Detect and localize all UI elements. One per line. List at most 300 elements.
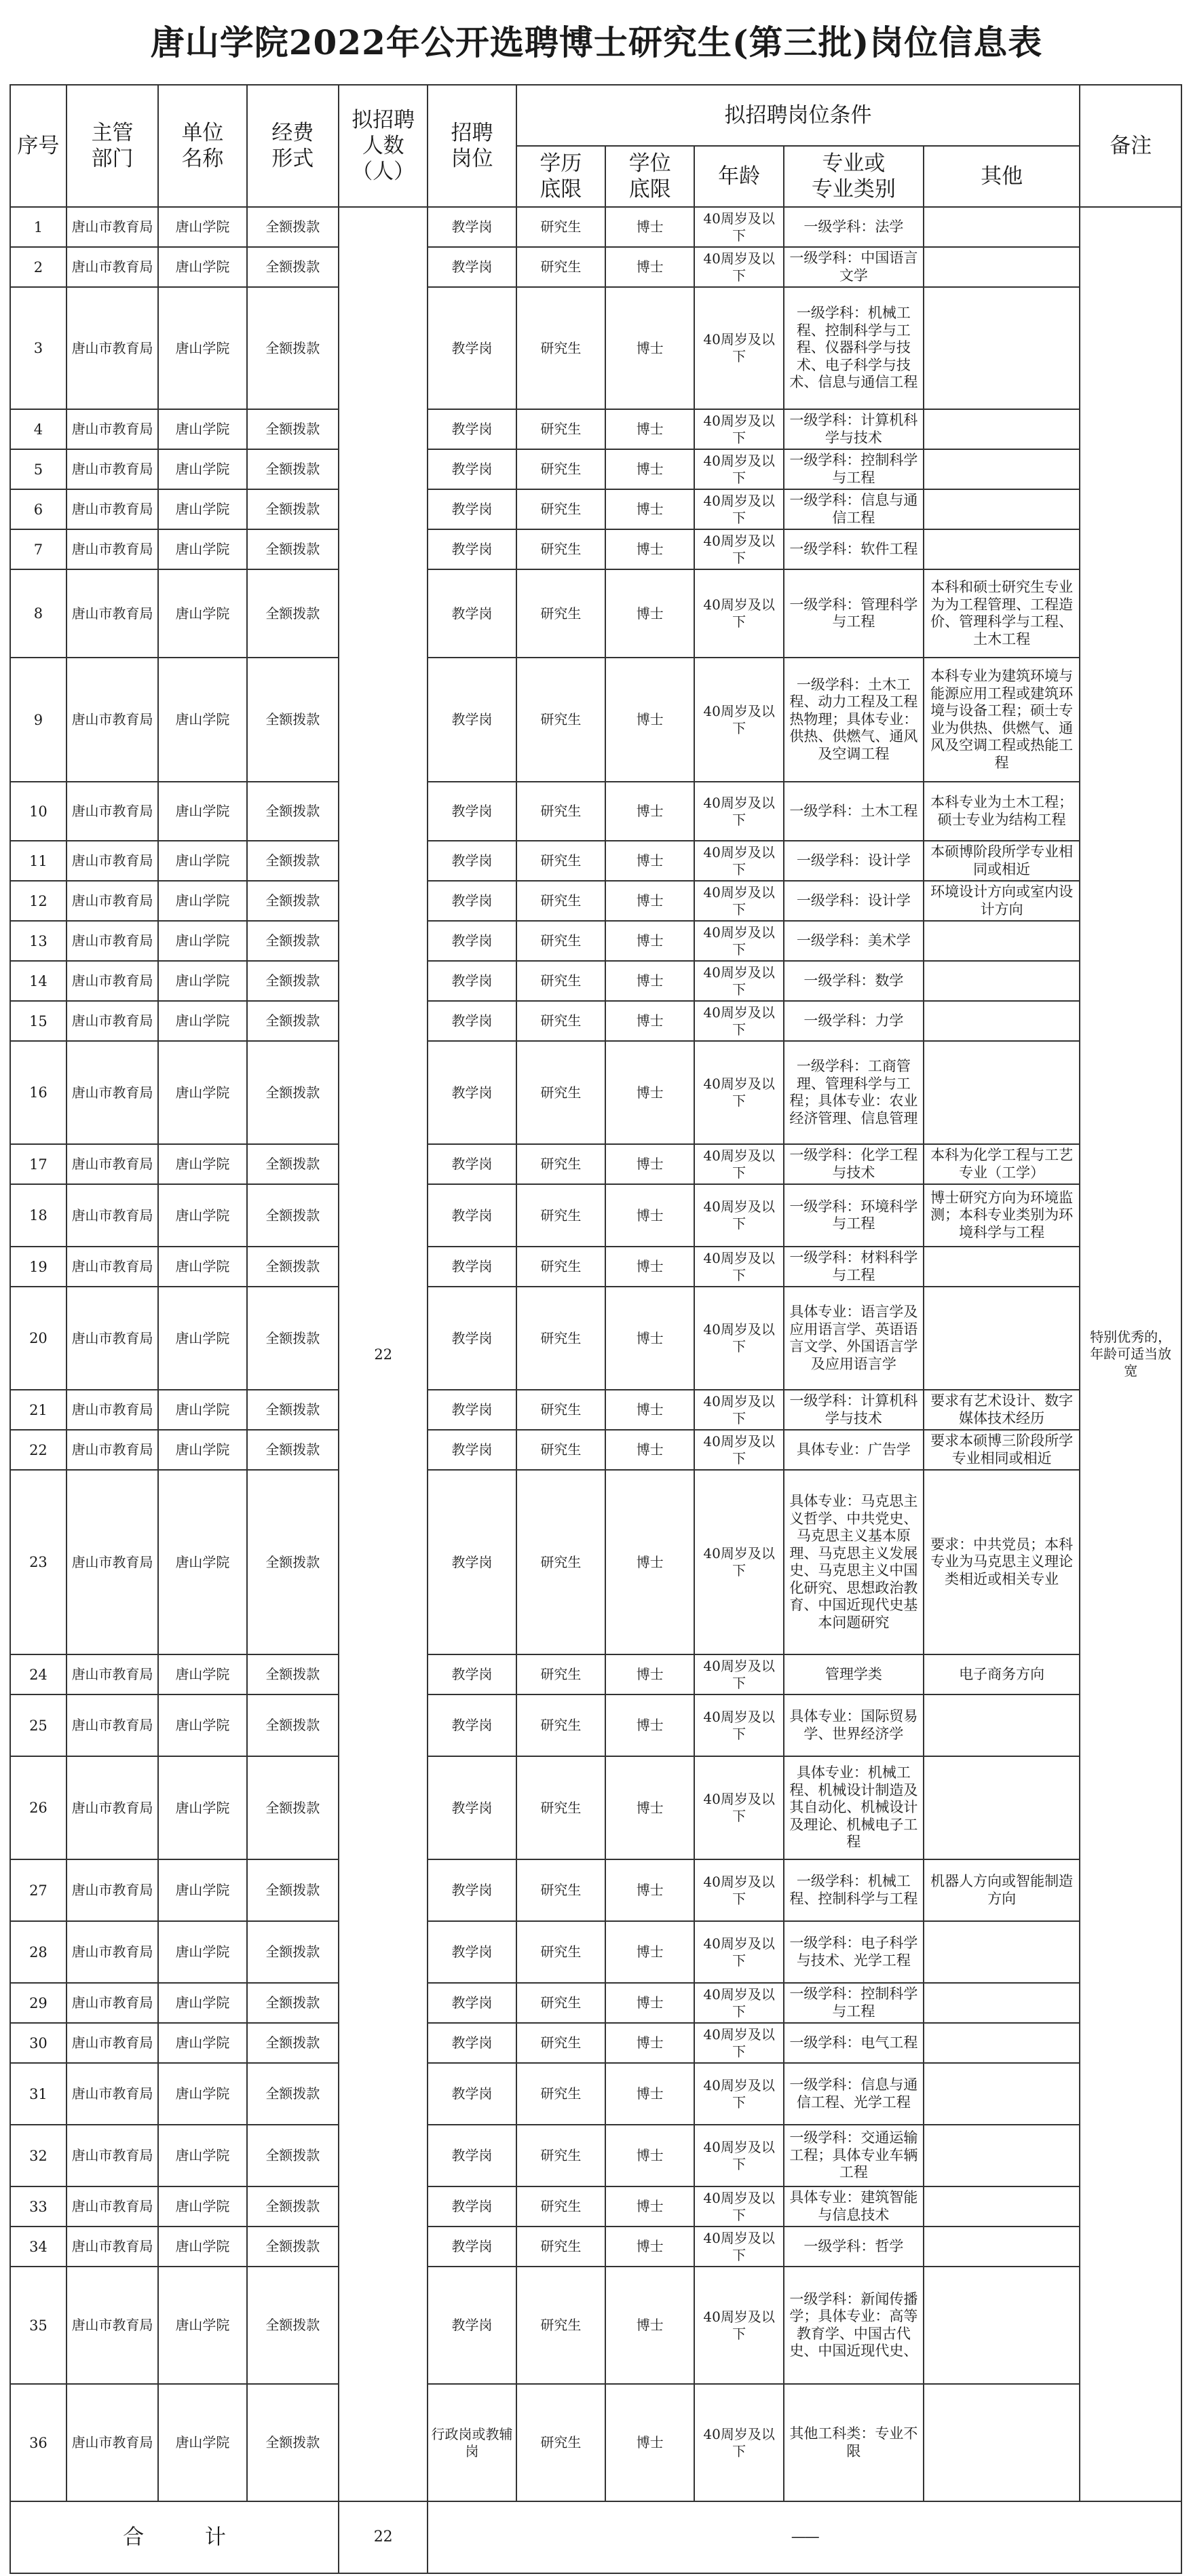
cell-fund: 全额拨款: [247, 841, 339, 881]
cell-age: 40周岁及以下: [694, 1983, 783, 2023]
cell-post: 教学岗: [428, 2125, 516, 2186]
header-conditions: 拟招聘岗位条件: [516, 85, 1080, 146]
cell-other: 本硕博阶段所学专业相同或相近: [924, 841, 1080, 881]
cell-seq: 13: [10, 921, 67, 961]
cell-major: 一级学科：软件工程: [784, 529, 924, 569]
cell-degree: 博士: [605, 2063, 694, 2125]
table-row: [10, 658, 1181, 782]
cell-dept: 唐山市教育局: [67, 449, 158, 489]
cell-edu: 研究生: [516, 1247, 605, 1287]
cell-degree: 博士: [605, 529, 694, 569]
cell-other: 要求本硕博三阶段所学专业相同或相近: [924, 1430, 1080, 1470]
cell-age: 40周岁及以下: [694, 489, 783, 529]
cell-dept: 唐山市教育局: [67, 569, 158, 658]
cell-fund: 全额拨款: [247, 1184, 339, 1247]
cell-degree: 博士: [605, 1001, 694, 1041]
cell-dept: 唐山市教育局: [67, 881, 158, 921]
cell-fund: 全额拨款: [247, 1654, 339, 1694]
cell-major: 一级学科：信息与通信工程: [784, 489, 924, 529]
cell-major: 一级学科：中国语言文学: [784, 247, 924, 287]
cell-unit: 唐山学院: [158, 247, 246, 287]
cell-seq: 22: [10, 1430, 67, 1470]
cell-other: [924, 2023, 1080, 2063]
cell-age: 40周岁及以下: [694, 2125, 783, 2186]
cell-degree: 博士: [605, 1921, 694, 1983]
table-row: [10, 1287, 1181, 1390]
cell-degree: 博士: [605, 2384, 694, 2501]
cell-unit: 唐山学院: [158, 1470, 246, 1654]
cell-unit: 唐山学院: [158, 2063, 246, 2125]
cell-dept: 唐山市教育局: [67, 2384, 158, 2501]
cell-unit: 唐山学院: [158, 1859, 246, 1921]
cell-seq: 1: [10, 207, 67, 247]
cell-edu: 研究生: [516, 2227, 605, 2267]
cell-fund: 全额拨款: [247, 1287, 339, 1390]
cell-unit: 唐山学院: [158, 409, 246, 449]
cell-other: 本科专业为土木工程；硕士专业为结构工程: [924, 782, 1080, 841]
table-row: [10, 409, 1181, 449]
cell-dept: 唐山市教育局: [67, 2125, 158, 2186]
cell-unit: 唐山学院: [158, 2125, 246, 2186]
table-row: [10, 2125, 1181, 2186]
cell-fund: 全额拨款: [247, 529, 339, 569]
cell-seq: 30: [10, 2023, 67, 2063]
cell-major: 一级学科：信息与通信工程、光学工程: [784, 2063, 924, 2125]
cell-edu: 研究生: [516, 1041, 605, 1144]
cell-age: 40周岁及以下: [694, 2384, 783, 2501]
cell-major: 具体专业：语言学及应用语言学、英语语言文学、外国语言学及应用语言学: [784, 1287, 924, 1390]
cell-edu: 研究生: [516, 921, 605, 961]
cell-other: [924, 2063, 1080, 2125]
cell-other: 环境设计方向或室内设计方向: [924, 881, 1080, 921]
cell-fund: 全额拨款: [247, 1390, 339, 1430]
cell-dept: 唐山市教育局: [67, 1756, 158, 1859]
cell-edu: 研究生: [516, 207, 605, 247]
cell-major: 具体专业：马克思主义哲学、中共党史、马克思主义基本原理、马克思主义发展史、马克思主义中国化研究、思想政治教育、中国近现代史基本问题研究: [784, 1470, 924, 1654]
table-row: [10, 782, 1181, 841]
cell-other: [924, 1247, 1080, 1287]
cell-post: 教学岗: [428, 881, 516, 921]
cell-dept: 唐山市教育局: [67, 247, 158, 287]
cell-degree: 博士: [605, 1859, 694, 1921]
cell-fund: 全额拨款: [247, 881, 339, 921]
cell-other: 电子商务方向: [924, 1654, 1080, 1694]
cell-unit: 唐山学院: [158, 1184, 246, 1247]
cell-edu: 研究生: [516, 2125, 605, 2186]
cell-dept: 唐山市教育局: [67, 1859, 158, 1921]
cell-dept: 唐山市教育局: [67, 1184, 158, 1247]
cell-major: 管理学类: [784, 1654, 924, 1694]
cell-dept: 唐山市教育局: [67, 489, 158, 529]
cell-dept: 唐山市教育局: [67, 1921, 158, 1983]
cell-edu: 研究生: [516, 2384, 605, 2501]
cell-fund: 全额拨款: [247, 1694, 339, 1756]
cell-age: 40周岁及以下: [694, 569, 783, 658]
cell-unit: 唐山学院: [158, 782, 246, 841]
cell-degree: 博士: [605, 881, 694, 921]
cell-degree: 博士: [605, 2186, 694, 2227]
cell-num-merged: 22: [339, 207, 428, 2501]
cell-fund: 全额拨款: [247, 207, 339, 247]
cell-unit: 唐山学院: [158, 1144, 246, 1184]
cell-post: 教学岗: [428, 2186, 516, 2227]
cell-major: 一级学科：交通运输工程；具体专业车辆工程: [784, 2125, 924, 2186]
cell-age: 40周岁及以下: [694, 1756, 783, 1859]
table-body: [10, 207, 1181, 2501]
cell-unit: 唐山学院: [158, 2267, 246, 2384]
cell-post: 教学岗: [428, 569, 516, 658]
table-row: [10, 1144, 1181, 1184]
cell-seq: 29: [10, 1983, 67, 2023]
cell-seq: 10: [10, 782, 67, 841]
cell-seq: 25: [10, 1694, 67, 1756]
cell-remark-merged: 特别优秀的，年龄可适当放宽: [1080, 207, 1181, 2501]
cell-age: 40周岁及以下: [694, 1247, 783, 1287]
cell-degree: 博士: [605, 489, 694, 529]
cell-dept: 唐山市教育局: [67, 2063, 158, 2125]
cell-other: [924, 2384, 1080, 2501]
table-row: [10, 1041, 1181, 1144]
cell-unit: 唐山学院: [158, 658, 246, 782]
cell-fund: 全额拨款: [247, 921, 339, 961]
cell-dept: 唐山市教育局: [67, 1287, 158, 1390]
cell-post: 教学岗: [428, 409, 516, 449]
cell-other: [924, 529, 1080, 569]
table-row: [10, 2384, 1181, 2501]
cell-edu: 研究生: [516, 1430, 605, 1470]
cell-fund: 全额拨款: [247, 2227, 339, 2267]
cell-dept: 唐山市教育局: [67, 1001, 158, 1041]
table-row: [10, 2023, 1181, 2063]
cell-major: 一级学科：新闻传播学；具体专业：高等教育学、中国古代史、中国近现代史、: [784, 2267, 924, 2384]
cell-age: 40周岁及以下: [694, 782, 783, 841]
cell-degree: 博士: [605, 247, 694, 287]
cell-edu: 研究生: [516, 1144, 605, 1184]
cell-unit: 唐山学院: [158, 2384, 246, 2501]
cell-seq: 34: [10, 2227, 67, 2267]
cell-seq: 6: [10, 489, 67, 529]
cell-degree: 博士: [605, 921, 694, 961]
table-row: [10, 2063, 1181, 2125]
cell-post: 教学岗: [428, 1247, 516, 1287]
cell-degree: 博士: [605, 287, 694, 409]
cell-degree: 博士: [605, 2023, 694, 2063]
cell-major: 一级学科：力学: [784, 1001, 924, 1041]
cell-edu: 研究生: [516, 569, 605, 658]
cell-major: 具体专业：广告学: [784, 1430, 924, 1470]
cell-degree: 博士: [605, 1184, 694, 1247]
cell-unit: 唐山学院: [158, 1983, 246, 2023]
cell-major: 具体专业：国际贸易学、世界经济学: [784, 1694, 924, 1756]
cell-other: [924, 2267, 1080, 2384]
cell-unit: 唐山学院: [158, 529, 246, 569]
cell-post: 教学岗: [428, 2063, 516, 2125]
cell-edu: 研究生: [516, 1694, 605, 1756]
cell-seq: 27: [10, 1859, 67, 1921]
cell-major: 一级学科：哲学: [784, 2227, 924, 2267]
cell-post: 教学岗: [428, 1430, 516, 1470]
table-row: [10, 2186, 1181, 2227]
cell-seq: 9: [10, 658, 67, 782]
table-row: [10, 207, 1181, 247]
cell-post: 教学岗: [428, 287, 516, 409]
cell-post: 教学岗: [428, 1654, 516, 1694]
cell-fund: 全额拨款: [247, 1430, 339, 1470]
cell-degree: 博士: [605, 1983, 694, 2023]
cell-seq: 21: [10, 1390, 67, 1430]
cell-fund: 全额拨款: [247, 2384, 339, 2501]
table-row: [10, 1184, 1181, 1247]
cell-seq: 3: [10, 287, 67, 409]
cell-major: 一级学科：法学: [784, 207, 924, 247]
cell-fund: 全额拨款: [247, 782, 339, 841]
cell-other: [924, 2125, 1080, 2186]
cell-major: 一级学科：土木工程、动力工程及工程热物理；具体专业：供热、供燃气、通风及空调工程: [784, 658, 924, 782]
cell-age: 40周岁及以下: [694, 287, 783, 409]
header-age: 年龄: [694, 146, 783, 207]
cell-edu: 研究生: [516, 1470, 605, 1654]
cell-degree: 博士: [605, 207, 694, 247]
cell-other: [924, 1041, 1080, 1144]
cell-fund: 全额拨款: [247, 1144, 339, 1184]
cell-seq: 4: [10, 409, 67, 449]
cell-age: 40周岁及以下: [694, 1041, 783, 1144]
cell-major: 一级学科：计算机科学与技术: [784, 409, 924, 449]
cell-edu: 研究生: [516, 1654, 605, 1694]
cell-fund: 全额拨款: [247, 2023, 339, 2063]
cell-post: 教学岗: [428, 1001, 516, 1041]
cell-fund: 全额拨款: [247, 569, 339, 658]
cell-dept: 唐山市教育局: [67, 1144, 158, 1184]
cell-post: 教学岗: [428, 2023, 516, 2063]
cell-post: 教学岗: [428, 207, 516, 247]
cell-age: 40周岁及以下: [694, 1859, 783, 1921]
cell-unit: 唐山学院: [158, 1390, 246, 1430]
cell-unit: 唐山学院: [158, 921, 246, 961]
table-row: [10, 489, 1181, 529]
cell-major: 具体专业：机械工程、机械设计制造及其自动化、机械设计及理论、机械电子工程: [784, 1756, 924, 1859]
cell-dept: 唐山市教育局: [67, 1430, 158, 1470]
cell-unit: 唐山学院: [158, 961, 246, 1001]
cell-edu: 研究生: [516, 2023, 605, 2063]
cell-dept: 唐山市教育局: [67, 2023, 158, 2063]
cell-edu: 研究生: [516, 1390, 605, 1430]
cell-seq: 12: [10, 881, 67, 921]
cell-degree: 博士: [605, 409, 694, 449]
cell-fund: 全额拨款: [247, 1756, 339, 1859]
cell-age: 40周岁及以下: [694, 1694, 783, 1756]
cell-post: 教学岗: [428, 1184, 516, 1247]
table-row: [10, 1694, 1181, 1756]
cell-post: 教学岗: [428, 841, 516, 881]
cell-edu: 研究生: [516, 658, 605, 782]
cell-degree: 博士: [605, 1390, 694, 1430]
cell-fund: 全额拨款: [247, 1041, 339, 1144]
cell-post: 教学岗: [428, 2267, 516, 2384]
cell-fund: 全额拨款: [247, 2186, 339, 2227]
cell-major: 一级学科：数学: [784, 961, 924, 1001]
cell-post: 教学岗: [428, 658, 516, 782]
cell-other: [924, 921, 1080, 961]
cell-unit: 唐山学院: [158, 2186, 246, 2227]
cell-other: 本科和硕士研究生专业为为工程管理、工程造价、管理科学与工程、土木工程: [924, 569, 1080, 658]
cell-seq: 16: [10, 1041, 67, 1144]
header-remark: 备注: [1080, 85, 1181, 207]
cell-other: 要求：中共党员；本科专业为马克思主义理论类相近或相关专业: [924, 1470, 1080, 1654]
positions-table: [10, 84, 1182, 2574]
cell-edu: 研究生: [516, 1287, 605, 1390]
cell-post: 教学岗: [428, 489, 516, 529]
cell-seq: 17: [10, 1144, 67, 1184]
header-post: 招聘 岗位: [428, 85, 516, 207]
cell-seq: 32: [10, 2125, 67, 2186]
cell-post: 教学岗: [428, 1921, 516, 1983]
table-row: [10, 1247, 1181, 1287]
cell-dept: 唐山市教育局: [67, 2186, 158, 2227]
cell-edu: 研究生: [516, 489, 605, 529]
header-degree: 学位 底限: [605, 146, 694, 207]
cell-edu: 研究生: [516, 247, 605, 287]
cell-seq: 8: [10, 569, 67, 658]
cell-edu: 研究生: [516, 1859, 605, 1921]
cell-age: 40周岁及以下: [694, 409, 783, 449]
cell-edu: 研究生: [516, 1983, 605, 2023]
cell-age: 40周岁及以下: [694, 2267, 783, 2384]
cell-dept: 唐山市教育局: [67, 2267, 158, 2384]
cell-edu: 研究生: [516, 881, 605, 921]
cell-seq: 18: [10, 1184, 67, 1247]
header-other: 其他: [924, 146, 1080, 207]
cell-fund: 全额拨款: [247, 1859, 339, 1921]
cell-major: 一级学科：电子科学与技术、光学工程: [784, 1921, 924, 1983]
cell-degree: 博士: [605, 1247, 694, 1287]
cell-major: 一级学科：管理科学与工程: [784, 569, 924, 658]
cell-unit: 唐山学院: [158, 1694, 246, 1756]
cell-dept: 唐山市教育局: [67, 1247, 158, 1287]
table-row: [10, 1430, 1181, 1470]
cell-age: 40周岁及以下: [694, 1921, 783, 1983]
cell-dept: 唐山市教育局: [67, 921, 158, 961]
cell-unit: 唐山学院: [158, 1001, 246, 1041]
header-seq: 序号: [10, 85, 67, 207]
table-row: [10, 1756, 1181, 1859]
table-row: [10, 1001, 1181, 1041]
cell-seq: 14: [10, 961, 67, 1001]
cell-dept: 唐山市教育局: [67, 658, 158, 782]
cell-major: 具体专业：建筑智能与信息技术: [784, 2186, 924, 2227]
cell-major: 一级学科：计算机科学与技术: [784, 1390, 924, 1430]
cell-edu: 研究生: [516, 782, 605, 841]
cell-major: 一级学科：工商管理、管理科学与工程；具体专业：农业经济管理、信息管理: [784, 1041, 924, 1144]
cell-degree: 博士: [605, 1144, 694, 1184]
cell-other: [924, 961, 1080, 1001]
cell-edu: 研究生: [516, 287, 605, 409]
cell-age: 40周岁及以下: [694, 1390, 783, 1430]
cell-edu: 研究生: [516, 1756, 605, 1859]
cell-seq: 15: [10, 1001, 67, 1041]
cell-age: 40周岁及以下: [694, 449, 783, 489]
cell-edu: 研究生: [516, 2063, 605, 2125]
table-row: [10, 841, 1181, 881]
cell-edu: 研究生: [516, 529, 605, 569]
table-row: [10, 1470, 1181, 1654]
table-row: [10, 881, 1181, 921]
cell-age: 40周岁及以下: [694, 2063, 783, 2125]
table-row: [10, 529, 1181, 569]
cell-unit: 唐山学院: [158, 1430, 246, 1470]
table-row: [10, 569, 1181, 658]
cell-unit: 唐山学院: [158, 1921, 246, 1983]
cell-major: 一级学科：控制科学与工程: [784, 1983, 924, 2023]
cell-other: 博士研究方向为环境监测；本科专业类别为环境科学与工程: [924, 1184, 1080, 1247]
cell-seq: 20: [10, 1287, 67, 1390]
cell-degree: 博士: [605, 1654, 694, 1694]
cell-age: 40周岁及以下: [694, 207, 783, 247]
cell-major: 一级学科：材料科学与工程: [784, 1247, 924, 1287]
cell-other: [924, 2227, 1080, 2267]
cell-age: 40周岁及以下: [694, 1430, 783, 1470]
cell-degree: 博士: [605, 1756, 694, 1859]
cell-other: 本科为化学工程与工艺专业（工学）: [924, 1144, 1080, 1184]
cell-age: 40周岁及以下: [694, 881, 783, 921]
cell-degree: 博士: [605, 1041, 694, 1144]
cell-fund: 全额拨款: [247, 2267, 339, 2384]
cell-age: 40周岁及以下: [694, 841, 783, 881]
cell-fund: 全额拨款: [247, 1921, 339, 1983]
cell-seq: 31: [10, 2063, 67, 2125]
cell-dept: 唐山市教育局: [67, 409, 158, 449]
cell-post: 教学岗: [428, 2227, 516, 2267]
header-major: 专业或 专业类别: [784, 146, 924, 207]
header-dept: 主管 部门: [67, 85, 158, 207]
cell-other: [924, 2186, 1080, 2227]
cell-major: 一级学科：设计学: [784, 841, 924, 881]
header-unit: 单位 名称: [158, 85, 246, 207]
table-row: [10, 1983, 1181, 2023]
cell-unit: 唐山学院: [158, 841, 246, 881]
cell-unit: 唐山学院: [158, 569, 246, 658]
cell-seq: 26: [10, 1756, 67, 1859]
cell-fund: 全额拨款: [247, 247, 339, 287]
cell-age: 40周岁及以下: [694, 1144, 783, 1184]
cell-other: [924, 1983, 1080, 2023]
cell-major: 一级学科：机械工程、控制科学与工程: [784, 1859, 924, 1921]
cell-major: 其他工科类：专业不限: [784, 2384, 924, 2501]
cell-other: [924, 489, 1080, 529]
cell-post: 教学岗: [428, 449, 516, 489]
cell-degree: 博士: [605, 449, 694, 489]
cell-dept: 唐山市教育局: [67, 2227, 158, 2267]
cell-dept: 唐山市教育局: [67, 1390, 158, 1430]
cell-post: 教学岗: [428, 961, 516, 1001]
cell-edu: 研究生: [516, 1184, 605, 1247]
cell-degree: 博士: [605, 1430, 694, 1470]
cell-fund: 全额拨款: [247, 489, 339, 529]
cell-other: [924, 287, 1080, 409]
cell-fund: 全额拨款: [247, 287, 339, 409]
table-row: [10, 1654, 1181, 1694]
cell-dept: 唐山市教育局: [67, 961, 158, 1001]
cell-post: 教学岗: [428, 1470, 516, 1654]
cell-degree: 博士: [605, 841, 694, 881]
cell-edu: 研究生: [516, 1001, 605, 1041]
cell-edu: 研究生: [516, 961, 605, 1001]
cell-unit: 唐山学院: [158, 2023, 246, 2063]
cell-post: 教学岗: [428, 529, 516, 569]
header-edu: 学历 底限: [516, 146, 605, 207]
cell-dept: 唐山市教育局: [67, 1470, 158, 1654]
total-dash: ——: [428, 2501, 1181, 2573]
